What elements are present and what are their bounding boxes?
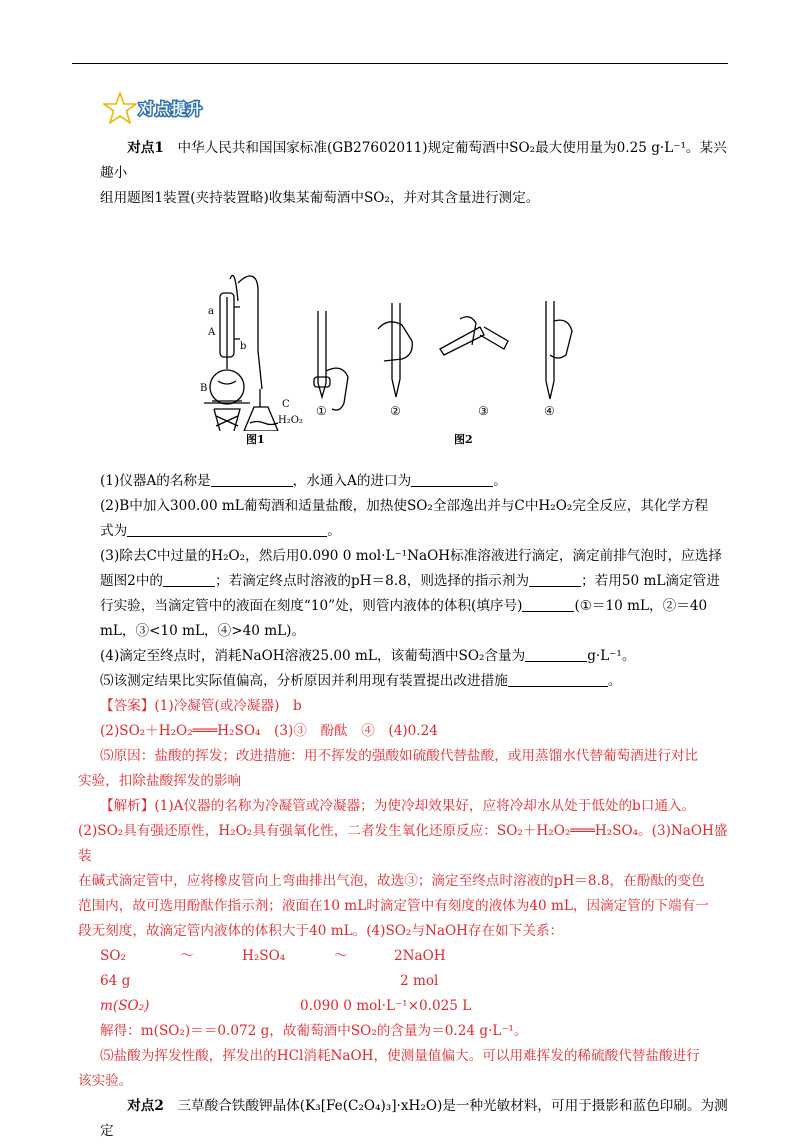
- fig2-num-3: ③: [478, 404, 489, 418]
- q1-label: 对点1: [127, 140, 164, 156]
- q1-sub3-line1: (3)除去C中过量的H₂O₂，然后用0.090 0 mol·L⁻¹NaOH标准溶液进行滴定，滴定前排气泡时，应选择: [100, 548, 722, 564]
- equation-row2: 64 g 2 mol: [100, 973, 439, 989]
- q1-sub3-line3: 行实验，当滴定管中的液面在刻度“10”处，则管内液体的体积(填序号) (①＝10 mL，②＝40: [100, 598, 708, 614]
- apparatus-drawing: [100, 211, 730, 431]
- q1-intro-line1: 对点1 中华人民共和国国家标准(GB27602011)规定葡萄酒中SO₂最大使用量为0.25 g·L⁻¹。某兴趣小: [100, 140, 727, 181]
- star-icon: [103, 92, 137, 124]
- q1-sub3-line2: 题图2中的 ；若滴定终点时溶液的pH＝8.8，则选择的指示剂为 ；若用50 mL滴定管进: [100, 573, 720, 589]
- q1-sub1: (1)仪器A的名称是 ，水通入A的进口为 。: [100, 473, 507, 489]
- section-header: [103, 92, 203, 124]
- header-rule: [72, 63, 728, 64]
- q2-intro: 对点2 三草酸合铁酸钾晶体(K₃[Fe(C₂O₄)₃]·xH₂O)是一种光敏材料，可用于摄影和蓝色印刷。为测定: [100, 1098, 728, 1139]
- q1-sub2-line1: (2)B中加入300.00 mL葡萄酒和适量盐酸，加热使SO₂全部逸出并与C中H₂O₂完全反应，其化学方程: [100, 498, 709, 514]
- apparatus-figure: [100, 211, 730, 469]
- fig2-num-4: ④: [544, 404, 555, 418]
- fig-label-b: b: [240, 341, 247, 352]
- answer-line2: (2)SO₂＋H₂O₂═══H₂SO₄ (3)③ 酚酞 ④ (4)0.24: [100, 723, 438, 739]
- fig-label-C: C: [282, 399, 290, 410]
- analysis-line3: 在碱式滴定管中，应将橡皮管向上弯曲排出气泡，故选③；滴定至终点时溶液的pH＝8.8，在酚酞的变色: [78, 873, 705, 889]
- analysis-line1: 【解析】(1)A仪器的名称为冷凝管或冷凝器；为使冷却效果好，应将冷却水从处于低处的b口通入。: [100, 798, 696, 814]
- answer-blank[interactable]: [522, 597, 574, 612]
- answer-blank[interactable]: [411, 472, 493, 487]
- answer-blank[interactable]: [211, 472, 293, 487]
- fig1-caption: 图1: [246, 433, 265, 446]
- answer-blank[interactable]: [127, 522, 327, 537]
- answer-block: [78, 694, 730, 794]
- fig2-num-2: ②: [390, 404, 401, 418]
- q2-label: 对点2: [127, 1098, 164, 1114]
- answer-blank[interactable]: [525, 647, 587, 662]
- q1-sub2-line2: 式为 。: [100, 523, 341, 539]
- answer-blank[interactable]: [508, 672, 608, 687]
- q1-intro-line2: 组用题图1装置(夹持装置略)收集某葡萄酒中SO₂，并对其含量进行测定。: [100, 190, 540, 206]
- analysis-block: [78, 794, 730, 1094]
- answer-line3: ⑸原因：盐酸的挥发；改进措施：用不挥发的强酸如硫酸代替盐酸，或用蒸馏水代替葡萄酒进行对比: [100, 748, 699, 764]
- section-title: 对点提升: [139, 99, 204, 118]
- analysis-line6: ⑸盐酸为挥发性酸，挥发出的HCl消耗NaOH，使测量值偏大。可以用难挥发的稀硫酸代替盐酸进行: [100, 1048, 700, 1064]
- fig-label-a: a: [208, 306, 214, 317]
- q1-sub3-line4: mL，③<10 mL，④>40 mL)。: [100, 623, 306, 639]
- analysis-line7: 该实验。: [78, 1073, 133, 1089]
- q1-sub5: ⑸该测定结果比实际值偏高，分析原因并利用现有装置提出改进措施 。: [100, 673, 622, 689]
- document-body: [78, 136, 730, 1144]
- fig-label-h2o2: H₂O₂: [278, 415, 303, 426]
- fig-label-A: A: [208, 327, 216, 338]
- analysis-line2: (2)SO₂具有强还原性，H₂O₂具有强氧化性，二者发生氧化还原反应：SO₂＋H₂O₂═══H₂SO₄。(3)NaOH盛装: [78, 823, 728, 864]
- equation-row3: m(SO₂) 0.090 0 mol·L⁻¹×0.025 L: [100, 998, 472, 1014]
- fig2-num-1: ①: [316, 404, 327, 418]
- fig2-caption: 图2: [454, 433, 473, 446]
- q1-sub4: (4)滴定至终点时，消耗NaOH溶液25.00 mL，该葡萄酒中SO₂含量为 g·L⁻¹。: [100, 648, 636, 664]
- equation-row1: SO₂ ～ H₂SO₄ ～ 2NaOH: [100, 948, 446, 964]
- analysis-line4: 范围内，故可选用酚酞作指示剂；液面在10 mL时滴定管中有刻度的液体为40 mL，因滴定管的下端有一: [78, 898, 709, 914]
- answer-blank[interactable]: [529, 572, 581, 587]
- solution-line: 解得：m(SO₂)＝＝0.072 g，故葡萄酒中SO₂的含量为＝0.24 g·L⁻¹。: [100, 1023, 528, 1039]
- answer-line4: 实验，扣除盐酸挥发的影响: [78, 773, 242, 789]
- analysis-line5: 段无刻度，故滴定管内液体的体积大于40 mL。(4)SO₂与NaOH存在如下关系：: [78, 923, 564, 939]
- fig-label-B: B: [200, 383, 208, 394]
- answer-blank[interactable]: [163, 572, 215, 587]
- answer-line1: 【答案】(1)冷凝管(或冷凝器) b: [100, 698, 302, 714]
